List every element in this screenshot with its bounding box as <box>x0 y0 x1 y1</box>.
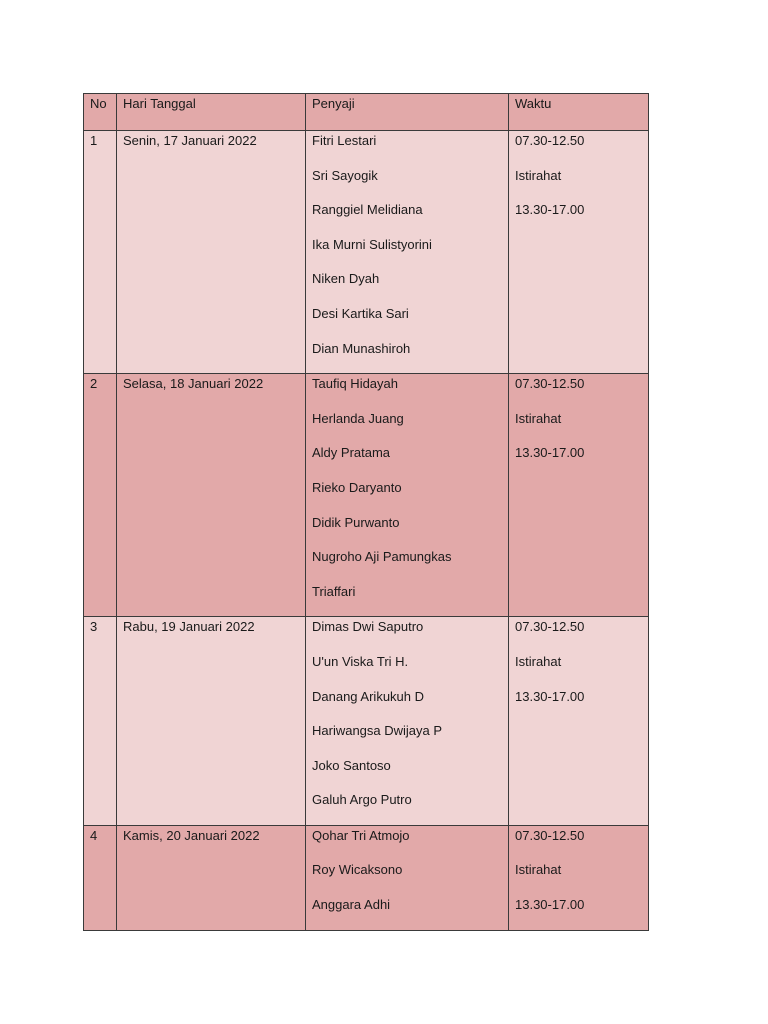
header-presenter: Penyaji <box>306 94 509 131</box>
table-header-row <box>84 94 649 131</box>
row-number-cell <box>84 374 117 617</box>
time-slot: Istirahat <box>515 653 562 669</box>
presenter-name: Danang Arikukuh D <box>312 688 425 704</box>
table-row <box>84 825 649 930</box>
header-no: No <box>84 94 117 131</box>
day-date-cell <box>117 131 306 374</box>
presenter-name: Desi Kartika Sari <box>312 305 409 321</box>
time-slot: 13.30-17.00 <box>515 688 585 704</box>
presenter-name: Anggara Adhi <box>312 897 391 913</box>
time-cell <box>509 374 649 617</box>
time-cell <box>509 825 649 930</box>
presenter-name: Triaffari <box>312 583 356 599</box>
day-date-cell <box>117 825 306 930</box>
presenter-name: Niken Dyah <box>312 271 380 287</box>
row-number: 3 <box>90 619 98 635</box>
time-cell <box>509 617 649 826</box>
presenter-name: Ika Murni Sulistyorini <box>312 236 432 252</box>
presenter-name: Galuh Argo Putro <box>312 792 412 808</box>
presenter-name: Qohar Tri Atmojo <box>312 827 410 843</box>
presenters-cell <box>306 131 509 374</box>
presenter-name: U'un Viska Tri H. <box>312 653 409 669</box>
day-date: Kamis, 20 Januari 2022 <box>123 827 260 843</box>
presenter-name: Rieko Daryanto <box>312 479 402 495</box>
day-date: Rabu, 19 Januari 2022 <box>123 619 255 635</box>
day-date: Selasa, 18 Januari 2022 <box>123 376 264 392</box>
presenter-name: Hariwangsa Dwijaya P <box>312 723 443 739</box>
row-number-cell <box>84 825 117 930</box>
row-number: 2 <box>90 376 98 392</box>
schedule-table <box>83 93 649 931</box>
time-slot: 07.30-12.50 <box>515 376 585 392</box>
time-slot: Istirahat <box>515 862 562 878</box>
presenter-name: Fitri Lestari <box>312 133 377 148</box>
header-day-date: Hari Tanggal <box>117 94 306 131</box>
time-slot: Istirahat <box>515 167 562 183</box>
table-row <box>84 617 649 826</box>
presenter-name: Sri Sayogik <box>312 167 378 183</box>
time-slot: 13.30-17.00 <box>515 445 585 461</box>
presenter-name: Aldy Pratama <box>312 445 391 461</box>
presenter-name: Roy Wicaksono <box>312 862 403 878</box>
presenters-cell <box>306 374 509 617</box>
header-time: Waktu <box>509 94 649 131</box>
presenter-name: Nugroho Aji Pamungkas <box>312 549 452 565</box>
presenter-name: Dimas Dwi Saputro <box>312 619 424 635</box>
time-slot: 13.30-17.00 <box>515 897 585 913</box>
presenter-name: Herlanda Juang <box>312 410 404 426</box>
time-cell <box>509 131 649 374</box>
day-date-cell <box>117 374 306 617</box>
row-number-cell <box>84 131 117 374</box>
presenter-name: Joko Santoso <box>312 757 391 773</box>
day-date: Senin, 17 Januari 2022 <box>123 133 257 148</box>
presenter-name: Taufiq Hidayah <box>312 376 398 392</box>
row-number-cell <box>84 617 117 826</box>
row-number: 1 <box>90 133 98 148</box>
time-slot: 07.30-12.50 <box>515 133 585 148</box>
presenter-name: Didik Purwanto <box>312 514 400 530</box>
presenter-name: Dian Munashiroh <box>312 340 411 356</box>
time-slot: 07.30-12.50 <box>515 619 585 635</box>
day-date-cell <box>117 617 306 826</box>
time-slot: 13.30-17.00 <box>515 202 585 218</box>
table-row <box>84 131 649 374</box>
row-number: 4 <box>90 827 98 843</box>
table-row <box>84 374 649 617</box>
time-slot: Istirahat <box>515 410 562 426</box>
time-slot: 07.30-12.50 <box>515 827 585 843</box>
presenters-cell <box>306 617 509 826</box>
presenter-name: Ranggiel Melidiana <box>312 202 423 218</box>
presenters-cell <box>306 825 509 930</box>
